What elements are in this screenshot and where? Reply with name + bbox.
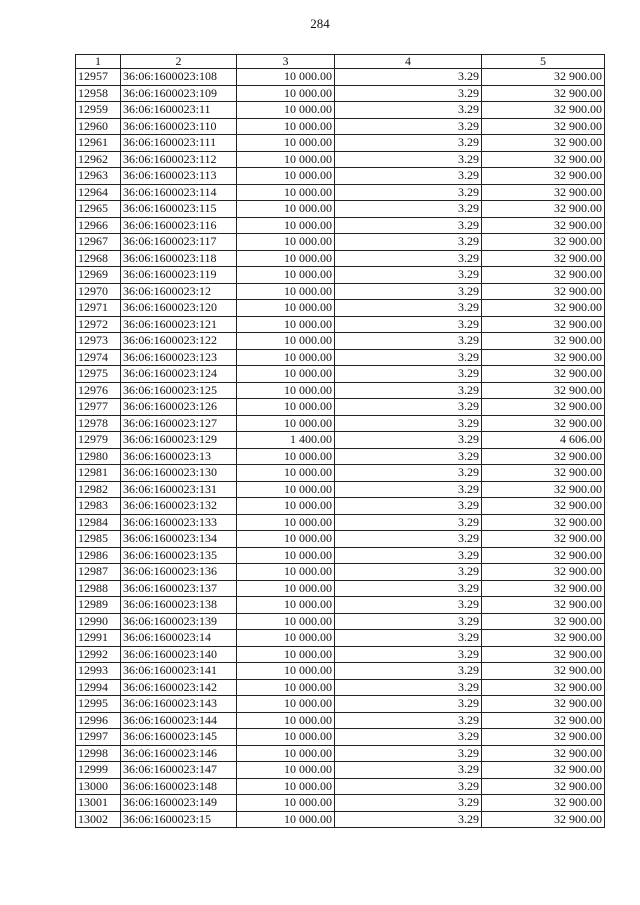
value-cell: 32 900.00 [482,250,605,267]
rate-cell: 3.29 [335,778,482,795]
table-body [76,69,605,828]
table-row [76,663,605,680]
table-row [76,217,605,234]
table-row [76,448,605,465]
row-number-cell: 12966 [76,217,121,234]
table-row [76,432,605,449]
area-cell: 10 000.00 [237,778,335,795]
rate-cell: 3.29 [335,135,482,152]
table-row [76,267,605,284]
column-header-4: 4 [335,55,482,69]
rate-cell: 3.29 [335,745,482,762]
rate-cell: 3.29 [335,168,482,185]
area-cell: 10 000.00 [237,481,335,498]
cadastral-number-cell: 36:06:1600023:124 [121,366,237,383]
table-row [76,168,605,185]
cadastral-number-cell: 36:06:1600023:134 [121,531,237,548]
area-cell: 10 000.00 [237,399,335,416]
row-number-cell: 12997 [76,729,121,746]
area-cell: 10 000.00 [237,745,335,762]
area-cell: 10 000.00 [237,333,335,350]
table-row [76,795,605,812]
area-cell: 10 000.00 [237,465,335,482]
cadastral-number-cell: 36:06:1600023:108 [121,69,237,86]
area-cell: 10 000.00 [237,300,335,317]
rate-cell: 3.29 [335,333,482,350]
value-cell: 32 900.00 [482,514,605,531]
rate-cell: 3.29 [335,564,482,581]
cadastral-number-cell: 36:06:1600023:129 [121,432,237,449]
row-number-cell: 12958 [76,85,121,102]
row-number-cell: 12993 [76,663,121,680]
area-cell: 10 000.00 [237,135,335,152]
rate-cell: 3.29 [335,118,482,135]
value-cell: 32 900.00 [482,547,605,564]
rate-cell: 3.29 [335,630,482,647]
area-cell: 10 000.00 [237,729,335,746]
area-cell: 10 000.00 [237,415,335,432]
rate-cell: 3.29 [335,646,482,663]
row-number-cell: 12971 [76,300,121,317]
area-cell: 10 000.00 [237,762,335,779]
value-cell: 32 900.00 [482,613,605,630]
rate-cell: 3.29 [335,547,482,564]
rate-cell: 3.29 [335,663,482,680]
value-cell: 32 900.00 [482,415,605,432]
table-row [76,762,605,779]
page-number: 284 [310,16,330,31]
cadastral-number-cell: 36:06:1600023:121 [121,316,237,333]
cadastral-number-cell: 36:06:1600023:15 [121,811,237,828]
value-cell: 32 900.00 [482,745,605,762]
area-cell: 10 000.00 [237,580,335,597]
table-row [76,580,605,597]
table-row [76,151,605,168]
table-row [76,349,605,366]
rate-cell: 3.29 [335,679,482,696]
rate-cell: 3.29 [335,762,482,779]
value-cell: 32 900.00 [482,498,605,515]
table-row [76,85,605,102]
value-cell: 32 900.00 [482,564,605,581]
table-row [76,465,605,482]
row-number-cell: 12996 [76,712,121,729]
cadastral-number-cell: 36:06:1600023:133 [121,514,237,531]
column-header-2: 2 [121,55,237,69]
table-row [76,712,605,729]
rate-cell: 3.29 [335,729,482,746]
value-cell: 32 900.00 [482,663,605,680]
area-cell: 10 000.00 [237,514,335,531]
area-cell: 10 000.00 [237,795,335,812]
table-row [76,69,605,86]
area-cell: 10 000.00 [237,151,335,168]
table-row [76,597,605,614]
column-header-3: 3 [237,55,335,69]
table-row [76,366,605,383]
value-cell: 32 900.00 [482,531,605,548]
header-row [76,55,605,69]
cadastral-number-cell: 36:06:1600023:130 [121,465,237,482]
table-row [76,630,605,647]
rate-cell: 3.29 [335,580,482,597]
table-row [76,300,605,317]
registry-table [75,54,605,828]
table-row [76,498,605,515]
rate-cell: 3.29 [335,382,482,399]
column-header-1: 1 [76,55,121,69]
value-cell: 4 606.00 [482,432,605,449]
value-cell: 32 900.00 [482,465,605,482]
row-number-cell: 12980 [76,448,121,465]
area-cell: 1 400.00 [237,432,335,449]
table-row [76,778,605,795]
area-cell: 10 000.00 [237,267,335,284]
row-number-cell: 12982 [76,481,121,498]
area-cell: 10 000.00 [237,69,335,86]
value-cell: 32 900.00 [482,399,605,416]
cadastral-number-cell: 36:06:1600023:125 [121,382,237,399]
column-header-5: 5 [482,55,605,69]
row-number-cell: 12998 [76,745,121,762]
row-number-cell: 12975 [76,366,121,383]
area-cell: 10 000.00 [237,498,335,515]
rate-cell: 3.29 [335,481,482,498]
cadastral-number-cell: 36:06:1600023:110 [121,118,237,135]
value-cell: 32 900.00 [482,168,605,185]
cadastral-number-cell: 36:06:1600023:149 [121,795,237,812]
row-number-cell: 12984 [76,514,121,531]
cadastral-number-cell: 36:06:1600023:109 [121,85,237,102]
value-cell: 32 900.00 [482,69,605,86]
rate-cell: 3.29 [335,85,482,102]
table-row [76,564,605,581]
row-number-cell: 12983 [76,498,121,515]
value-cell: 32 900.00 [482,679,605,696]
value-cell: 32 900.00 [482,316,605,333]
value-cell: 32 900.00 [482,382,605,399]
value-cell: 32 900.00 [482,580,605,597]
area-cell: 10 000.00 [237,102,335,119]
table-row [76,531,605,548]
cadastral-number-cell: 36:06:1600023:118 [121,250,237,267]
row-number-cell: 12968 [76,250,121,267]
value-cell: 32 900.00 [482,267,605,284]
row-number-cell: 12991 [76,630,121,647]
area-cell: 10 000.00 [237,234,335,251]
row-number-cell: 12957 [76,69,121,86]
rate-cell: 3.29 [335,514,482,531]
value-cell: 32 900.00 [482,712,605,729]
cadastral-number-cell: 36:06:1600023:140 [121,646,237,663]
table-row [76,679,605,696]
table-row [76,333,605,350]
cadastral-number-cell: 36:06:1600023:114 [121,184,237,201]
rate-cell: 3.29 [335,696,482,713]
table-row [76,316,605,333]
area-cell: 10 000.00 [237,696,335,713]
row-number-cell: 12969 [76,267,121,284]
row-number-cell: 12977 [76,399,121,416]
cadastral-number-cell: 36:06:1600023:132 [121,498,237,515]
rate-cell: 3.29 [335,498,482,515]
value-cell: 32 900.00 [482,630,605,647]
cadastral-number-cell: 36:06:1600023:11 [121,102,237,119]
value-cell: 32 900.00 [482,448,605,465]
rate-cell: 3.29 [335,283,482,300]
rate-cell: 3.29 [335,712,482,729]
rate-cell: 3.29 [335,316,482,333]
rate-cell: 3.29 [335,795,482,812]
cadastral-number-cell: 36:06:1600023:143 [121,696,237,713]
row-number-cell: 12981 [76,465,121,482]
area-cell: 10 000.00 [237,201,335,218]
cadastral-number-cell: 36:06:1600023:120 [121,300,237,317]
area-cell: 10 000.00 [237,316,335,333]
table-row [76,250,605,267]
rate-cell: 3.29 [335,69,482,86]
value-cell: 32 900.00 [482,102,605,119]
value-cell: 32 900.00 [482,597,605,614]
row-number-cell: 12995 [76,696,121,713]
cadastral-number-cell: 36:06:1600023:122 [121,333,237,350]
rate-cell: 3.29 [335,399,482,416]
row-number-cell: 12972 [76,316,121,333]
value-cell: 32 900.00 [482,300,605,317]
table-row [76,283,605,300]
table-row [76,184,605,201]
table-row [76,613,605,630]
area-cell: 10 000.00 [237,184,335,201]
rate-cell: 3.29 [335,151,482,168]
rate-cell: 3.29 [335,349,482,366]
rate-cell: 3.29 [335,201,482,218]
cadastral-number-cell: 36:06:1600023:123 [121,349,237,366]
area-cell: 10 000.00 [237,547,335,564]
cadastral-number-cell: 36:06:1600023:141 [121,663,237,680]
area-cell: 10 000.00 [237,283,335,300]
rate-cell: 3.29 [335,250,482,267]
value-cell: 32 900.00 [482,646,605,663]
area-cell: 10 000.00 [237,366,335,383]
cadastral-number-cell: 36:06:1600023:147 [121,762,237,779]
rate-cell: 3.29 [335,267,482,284]
area-cell: 10 000.00 [237,613,335,630]
value-cell: 32 900.00 [482,481,605,498]
row-number-cell: 13000 [76,778,121,795]
row-number-cell: 12999 [76,762,121,779]
area-cell: 10 000.00 [237,712,335,729]
row-number-cell: 12987 [76,564,121,581]
area-cell: 10 000.00 [237,564,335,581]
cadastral-number-cell: 36:06:1600023:14 [121,630,237,647]
row-number-cell: 12973 [76,333,121,350]
cadastral-number-cell: 36:06:1600023:148 [121,778,237,795]
area-cell: 10 000.00 [237,811,335,828]
rate-cell: 3.29 [335,597,482,614]
cadastral-number-cell: 36:06:1600023:145 [121,729,237,746]
row-number-cell: 12974 [76,349,121,366]
area-cell: 10 000.00 [237,217,335,234]
table-row [76,234,605,251]
rate-cell: 3.29 [335,415,482,432]
cadastral-number-cell: 36:06:1600023:115 [121,201,237,218]
rate-cell: 3.29 [335,300,482,317]
rate-cell: 3.29 [335,432,482,449]
row-number-cell: 12978 [76,415,121,432]
row-number-cell: 12986 [76,547,121,564]
value-cell: 32 900.00 [482,234,605,251]
table-row [76,547,605,564]
value-cell: 32 900.00 [482,217,605,234]
area-cell: 10 000.00 [237,531,335,548]
cadastral-number-cell: 36:06:1600023:139 [121,613,237,630]
table-row [76,415,605,432]
table-row [76,811,605,828]
row-number-cell: 12989 [76,597,121,614]
row-number-cell: 13001 [76,795,121,812]
table-row [76,118,605,135]
row-number-cell: 12961 [76,135,121,152]
row-number-cell: 12965 [76,201,121,218]
area-cell: 10 000.00 [237,448,335,465]
rate-cell: 3.29 [335,217,482,234]
area-cell: 10 000.00 [237,646,335,663]
area-cell: 10 000.00 [237,85,335,102]
value-cell: 32 900.00 [482,811,605,828]
area-cell: 10 000.00 [237,663,335,680]
table-row [76,135,605,152]
area-cell: 10 000.00 [237,679,335,696]
table-row [76,696,605,713]
cadastral-number-cell: 36:06:1600023:12 [121,283,237,300]
cadastral-number-cell: 36:06:1600023:116 [121,217,237,234]
value-cell: 32 900.00 [482,349,605,366]
row-number-cell: 12963 [76,168,121,185]
cadastral-number-cell: 36:06:1600023:13 [121,448,237,465]
cadastral-number-cell: 36:06:1600023:112 [121,151,237,168]
row-number-cell: 12992 [76,646,121,663]
value-cell: 32 900.00 [482,85,605,102]
cadastral-number-cell: 36:06:1600023:142 [121,679,237,696]
cadastral-number-cell: 36:06:1600023:131 [121,481,237,498]
row-number-cell: 12962 [76,151,121,168]
area-cell: 10 000.00 [237,597,335,614]
row-number-cell: 13002 [76,811,121,828]
table-row [76,399,605,416]
row-number-cell: 12990 [76,613,121,630]
rate-cell: 3.29 [335,234,482,251]
rate-cell: 3.29 [335,811,482,828]
value-cell: 32 900.00 [482,135,605,152]
cadastral-number-cell: 36:06:1600023:136 [121,564,237,581]
cadastral-number-cell: 36:06:1600023:127 [121,415,237,432]
value-cell: 32 900.00 [482,151,605,168]
value-cell: 32 900.00 [482,184,605,201]
rate-cell: 3.29 [335,531,482,548]
area-cell: 10 000.00 [237,630,335,647]
cadastral-number-cell: 36:06:1600023:146 [121,745,237,762]
value-cell: 32 900.00 [482,201,605,218]
cadastral-number-cell: 36:06:1600023:144 [121,712,237,729]
row-number-cell: 12970 [76,283,121,300]
cadastral-number-cell: 36:06:1600023:137 [121,580,237,597]
table-row [76,646,605,663]
rate-cell: 3.29 [335,366,482,383]
value-cell: 32 900.00 [482,795,605,812]
value-cell: 32 900.00 [482,762,605,779]
cadastral-number-cell: 36:06:1600023:113 [121,168,237,185]
row-number-cell: 12988 [76,580,121,597]
area-cell: 10 000.00 [237,250,335,267]
value-cell: 32 900.00 [482,696,605,713]
table-row [76,514,605,531]
row-number-cell: 12976 [76,382,121,399]
table-row [76,382,605,399]
value-cell: 32 900.00 [482,366,605,383]
value-cell: 32 900.00 [482,283,605,300]
value-cell: 32 900.00 [482,729,605,746]
table-header [76,55,605,69]
row-number-cell: 12979 [76,432,121,449]
row-number-cell: 12964 [76,184,121,201]
cadastral-number-cell: 36:06:1600023:111 [121,135,237,152]
table-row [76,729,605,746]
cadastral-number-cell: 36:06:1600023:117 [121,234,237,251]
value-cell: 32 900.00 [482,333,605,350]
row-number-cell: 12960 [76,118,121,135]
row-number-cell: 12967 [76,234,121,251]
rate-cell: 3.29 [335,184,482,201]
cadastral-number-cell: 36:06:1600023:135 [121,547,237,564]
area-cell: 10 000.00 [237,349,335,366]
cadastral-number-cell: 36:06:1600023:138 [121,597,237,614]
rate-cell: 3.29 [335,465,482,482]
value-cell: 32 900.00 [482,118,605,135]
row-number-cell: 12959 [76,102,121,119]
row-number-cell: 12985 [76,531,121,548]
rate-cell: 3.29 [335,613,482,630]
cadastral-number-cell: 36:06:1600023:126 [121,399,237,416]
area-cell: 10 000.00 [237,382,335,399]
table-row [76,102,605,119]
cadastral-number-cell: 36:06:1600023:119 [121,267,237,284]
row-number-cell: 12994 [76,679,121,696]
area-cell: 10 000.00 [237,118,335,135]
rate-cell: 3.29 [335,448,482,465]
table-row [76,481,605,498]
value-cell: 32 900.00 [482,778,605,795]
rate-cell: 3.29 [335,102,482,119]
table-row [76,745,605,762]
table-row [76,201,605,218]
area-cell: 10 000.00 [237,168,335,185]
